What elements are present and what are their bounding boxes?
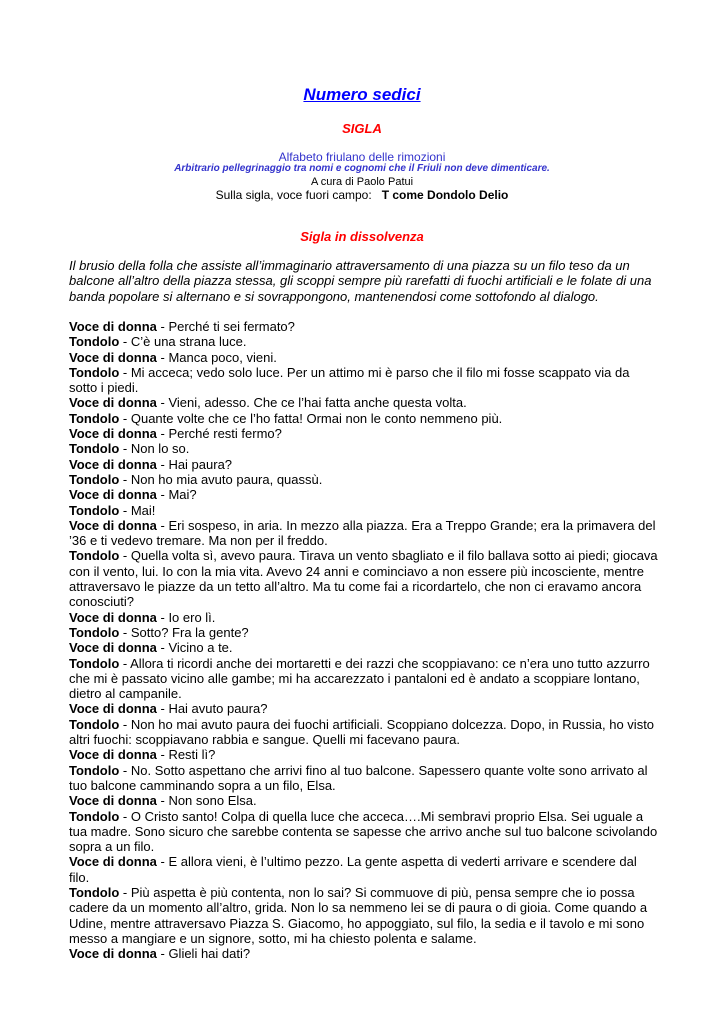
voice-label: Sulla sigla, voce fuori campo: [215,188,372,202]
line-text: - Allora ti ricordi anche dei mortaretti e dei razzi che scoppiavano: ce n’era uno tutto azzurro che mi è passato vicino alle gambe; mi ha accarezzato i pantaloni ed è andato a scoppiare lontano, dietro al campanile. [69,655,650,702]
line-text: - No. Sotto aspettano che arrivi fino al tuo balcone. Sapessero quante volte sono arrivato al tuo balcone camminando sopra a un filo, Elsa. [69,762,648,793]
line-text: - Mai? [156,487,197,503]
speaker-name: Voce di donna [69,793,157,809]
dialogue-line [69,426,659,441]
line-text: - Hai avuto paura? [156,701,268,717]
speaker-name: Voce di donna [69,517,157,533]
speaker-name: Tondolo [69,548,120,564]
speaker-name: Tondolo [69,762,120,778]
dialogue-line [69,334,659,349]
dialogue-line [69,747,659,762]
line-text: - Sotto? Fra la gente? [119,624,249,640]
speaker-name: Tondolo [69,884,120,900]
dialogue-line [69,365,659,396]
dialogue-line [69,701,659,716]
speaker-name: Voce di donna [69,349,157,365]
speaker-name: Voce di donna [69,701,157,717]
speaker-name: Voce di donna [69,854,157,870]
line-text: - Quella volta sì, avevo paura. Tirava un vento sbagliato e il filo ballava sotto ai piedi; giocava con il vento, lui. Io con la mia vita. Avevo 24 anni e cominciavo a non essere più incosciente, mentre attraversavo le piazze da un tetto all’altro. Ma tu come fai a ricordartelo, che non ci eravamo ancora conosciuti? [69,548,658,610]
line-text: - Non ho mai avuto paura dei fuochi artificiali. Scoppiano dolcezza. Dopo, in Russia, ho visto altri fuochi: scoppiavano rabbia e sangue. Quelli mi facevano paura. [69,716,655,748]
dialogue-line [69,441,659,456]
speaker-name: Voce di donna [69,609,157,625]
dialogue-line [69,763,659,794]
dialogue-line [69,717,659,748]
speaker-name: Tondolo [69,624,120,640]
intro-paragraph: Il brusio della folla che assiste all’immaginario attraversamento di una piazza su un filo teso da un balcone all’altro della piazza stessa, gli scoppi sempre più rarefatti di fuochi artificiali e le folate di una banda popolare si alternano e si sovrappongono, mantenendosi come sottofondo al dialogo. [69,258,652,304]
dialogue-line [69,610,659,625]
line-text: - Più aspetta è più contenta, non lo sai? Si commuove di più, pensa sempre che io possa cadere da un momento all’altro, grida. Non lo sa nemmeno lei se di paura o di gioia. Come quando a Udine, mentre attraversavo Piazza S. Giacomo, ho appoggiato, sul filo, la sedia e il tavolo e mi sono messo a mangiare e un signore, sotto, mi ha chiesto polenta e salame. [69,884,648,946]
dialogue-line [69,350,659,365]
dialogue-line [69,640,659,655]
speaker-name: Voce di donna [69,426,157,442]
speaker-name: Tondolo [69,441,120,457]
dialogue-line [69,809,659,855]
series-subtitle: Arbitrario pellegrinaggio tra nomi e cognomi che il Friuli non deve dimenticare. [174,163,550,174]
curator-line: A cura di Paolo Patui [310,176,414,188]
speaker-name: Tondolo [69,471,120,487]
speaker-name: Voce di donna [69,747,157,763]
line-text: - Manca poco, vieni. [156,349,277,365]
dialogue-line [69,548,659,609]
voice-value: T come Dondolo Delio [381,188,509,202]
line-text: - Io ero lì. [156,609,216,625]
line-text: - O Cristo santo! Colpa di quella luce che acceca….Mi sembravi proprio Elsa. Sei uguale a tua madre. Sono sicuro che sarebbe contenta se sapesse che arrivo anche sul tuo balcone scivolando sopra a un filo. [69,808,658,855]
line-text: - Vieni, adesso. Che ce l’hai fatta anche questa volta. [156,395,467,411]
dialogue-line [69,411,659,426]
series-name: Alfabeto friulano delle rimozioni [278,150,446,164]
line-text: - Mi acceca; vedo solo luce. Per un attimo mi è parso che il filo mi fosse scappato via da sotto i piedi. [69,364,630,396]
line-text: - Glieli hai dati? [156,946,251,962]
dialogue [69,319,659,961]
dialogue-line [69,319,659,334]
speaker-name: Voce di donna [69,395,157,411]
line-text: - Non ho mia avuto paura, quassù. [119,471,323,487]
line-text: - Non lo so. [119,441,190,457]
line-text: - Perché ti sei fermato? [156,319,295,334]
speaker-name: Voce di donna [69,456,157,472]
section-heading: Sigla in dissolvenza [300,229,424,244]
dialogue-line [69,656,659,702]
line-text: - Quante volte che ce l’ho fatta! Ormai non le conto nemmeno più. [119,410,503,426]
line-text: - C’è una strana luce. [119,334,247,350]
speaker-name: Tondolo [69,364,120,380]
dialogue-line [69,854,659,885]
sigla-heading: SIGLA [342,121,382,136]
speaker-name: Tondolo [69,334,120,350]
speaker-name: Voce di donna [69,487,157,503]
dialogue-line [69,793,659,808]
speaker-name: Tondolo [69,716,120,732]
dialogue-line [69,518,659,549]
line-text: - Perché resti fermo? [156,426,282,442]
line-text: - Eri sospeso, in aria. In mezzo alla piazza. Era a Treppo Grande; era la primavera del ’36 e ti vedevo tremare. Ma non per il freddo. [69,517,656,549]
dialogue-line [69,885,659,946]
dialogue-line [69,503,659,518]
speaker-name: Tondolo [69,808,120,824]
line-text: - Hai paura? [156,456,233,472]
speaker-name: Tondolo [69,502,120,518]
dialogue-line [69,395,659,410]
dialogue-line [69,457,659,472]
page-title: Numero sedici [303,85,421,104]
dialogue-line [69,946,659,961]
line-text: - Vicino a te. [156,640,233,656]
speaker-name: Tondolo [69,655,120,671]
dialogue-line [69,625,659,640]
voice-line [0,188,724,202]
line-text: - Mai! [119,502,156,518]
line-text: - Resti lì? [156,747,216,763]
dialogue-line [69,487,659,502]
speaker-name: Tondolo [69,410,120,426]
speaker-name: Voce di donna [69,946,157,962]
dialogue-line [69,472,659,487]
speaker-name: Voce di donna [69,640,157,656]
line-text: - E allora vieni, è l’ultimo pezzo. La gente aspetta di vederti arrivare e scendere dal filo. [69,854,637,885]
speaker-name: Voce di donna [69,319,157,334]
line-text: - Non sono Elsa. [156,793,257,809]
